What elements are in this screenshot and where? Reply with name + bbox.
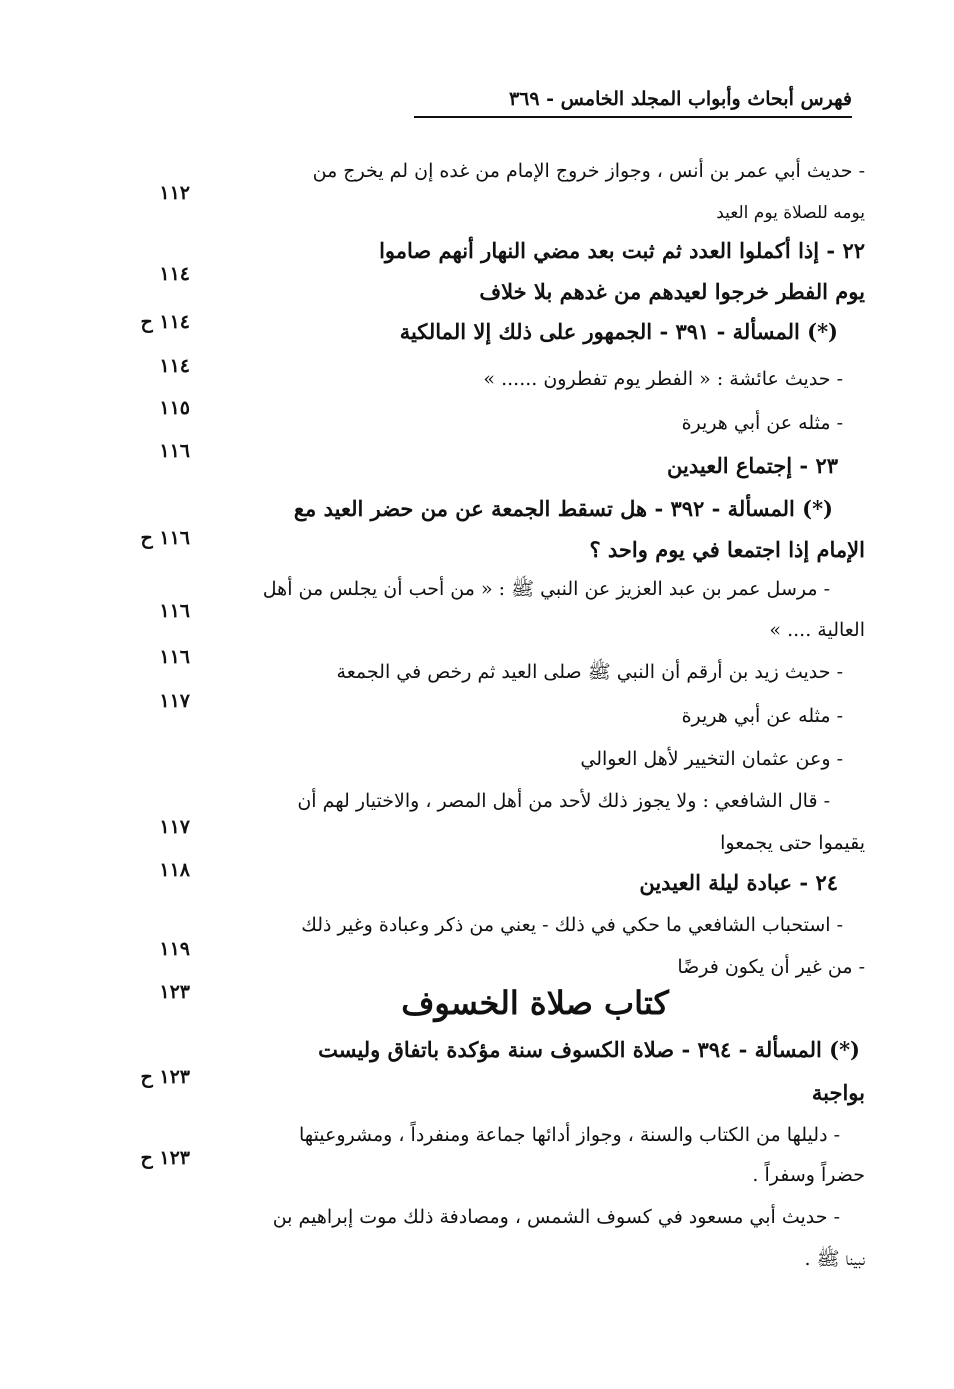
page-number: ١١٧ xyxy=(159,816,190,838)
entry-line: نبينا ﷺ . xyxy=(804,1248,865,1270)
book-title: كتاب صلاة الخسوف xyxy=(401,984,669,1022)
page-number: ١١٧ xyxy=(159,690,190,712)
page-number: ١١٦ xyxy=(159,600,190,622)
entry-line: - وعن عثمان التخيير لأهل العوالي xyxy=(580,748,843,770)
page-number: ١١٩ xyxy=(159,938,190,960)
entry-line: - حديث أبي عمر بن أنس ، وجواز خروج الإمام من غده إن لم يخرج من xyxy=(312,160,865,182)
entry-line: - حديث أبي مسعود في كسوف الشمس ، ومصادفة ذلك موت إبراهيم بن xyxy=(272,1206,840,1228)
entry-line: حضراً وسفراً . xyxy=(752,1164,865,1186)
entry-line: - من غير أن يكون فرضًا xyxy=(677,956,865,978)
page-number: ١٢٣ ح xyxy=(140,1066,190,1088)
entry-line: - دليلها من الكتاب والسنة ، وجواز أدائها جماعة ومنفرداً ، ومشروعيتها xyxy=(299,1124,840,1146)
page-number: ١١٦ ح xyxy=(140,527,190,549)
section-heading: ٢٤ - عبادة ليلة العيدين xyxy=(639,870,838,895)
page-number: ١٢٣ ح xyxy=(140,1147,190,1169)
entry-line: - مثله عن أبي هريرة xyxy=(681,412,843,434)
page-number: ١١٤ xyxy=(159,355,190,377)
page-header xyxy=(92,88,852,122)
issue-heading: بواجبة xyxy=(811,1080,865,1105)
page-number: ١١٢ xyxy=(159,182,190,204)
issue-heading: (*) المسألة - ٣٩١ - الجمهور على ذلك إلا المالكية xyxy=(399,319,838,344)
page-number: ١١٤ ح xyxy=(140,311,190,333)
issue-heading: (*) المسألة - ٣٩٢ - هل تسقط الجمعة عن من حضر العيد مع xyxy=(293,496,833,521)
page-number: ١١٤ xyxy=(159,263,190,285)
entry-line: يومه للصلاة يوم العيد xyxy=(716,203,865,223)
section-heading: ٢٣ - إجتماع العيدين xyxy=(667,453,838,478)
entry-line: يقيموا حتى يجمعوا xyxy=(720,832,865,854)
entry-line: - حديث عائشة : « الفطر يوم تفطرون ...... » xyxy=(483,368,843,390)
section-heading: يوم الفطر خرجوا لعيدهم من غدهم بلا خلاف xyxy=(479,279,865,304)
entry-line: - مرسل عمر بن عبد العزيز عن النبي ﷺ : « من أحب أن يجلس من أهل xyxy=(262,578,830,600)
page-number: ١١٥ xyxy=(159,397,190,419)
page-number: ١١٦ xyxy=(159,646,190,668)
section-heading: ٢٢ - إذا أكملوا العدد ثم ثبت بعد مضي النهار أنهم صاموا xyxy=(379,238,865,263)
entry-line: العالية .... » xyxy=(769,619,865,641)
page-number: ١٢٣ xyxy=(159,981,190,1003)
page-number: ١١٦ xyxy=(159,440,190,462)
issue-heading: (*) المسألة - ٣٩٤ - صلاة الكسوف سنة مؤكدة باتفاق وليست xyxy=(318,1037,860,1062)
entry-line: - مثله عن أبي هريرة xyxy=(681,705,843,727)
entry-line: - قال الشافعي : ولا يجوز ذلك لأحد من أهل المصر ، والاختيار لهم أن xyxy=(297,790,830,812)
entry-line: - استحباب الشافعي ما حكي في ذلك - يعني من ذكر وعبادة وغير ذلك xyxy=(301,914,843,936)
entry-line: - حديث زيد بن أرقم أن النبي ﷺ صلى العيد ثم رخص في الجمعة xyxy=(336,661,843,683)
page-number: ١١٨ xyxy=(159,859,190,881)
issue-heading: الإمام إذا اجتمعا في يوم واحد ؟ xyxy=(589,537,865,562)
header-rule xyxy=(414,116,852,118)
running-title: فهرس أبحاث وأبواب المجلد الخامس - ٣٦٩ xyxy=(508,88,852,110)
